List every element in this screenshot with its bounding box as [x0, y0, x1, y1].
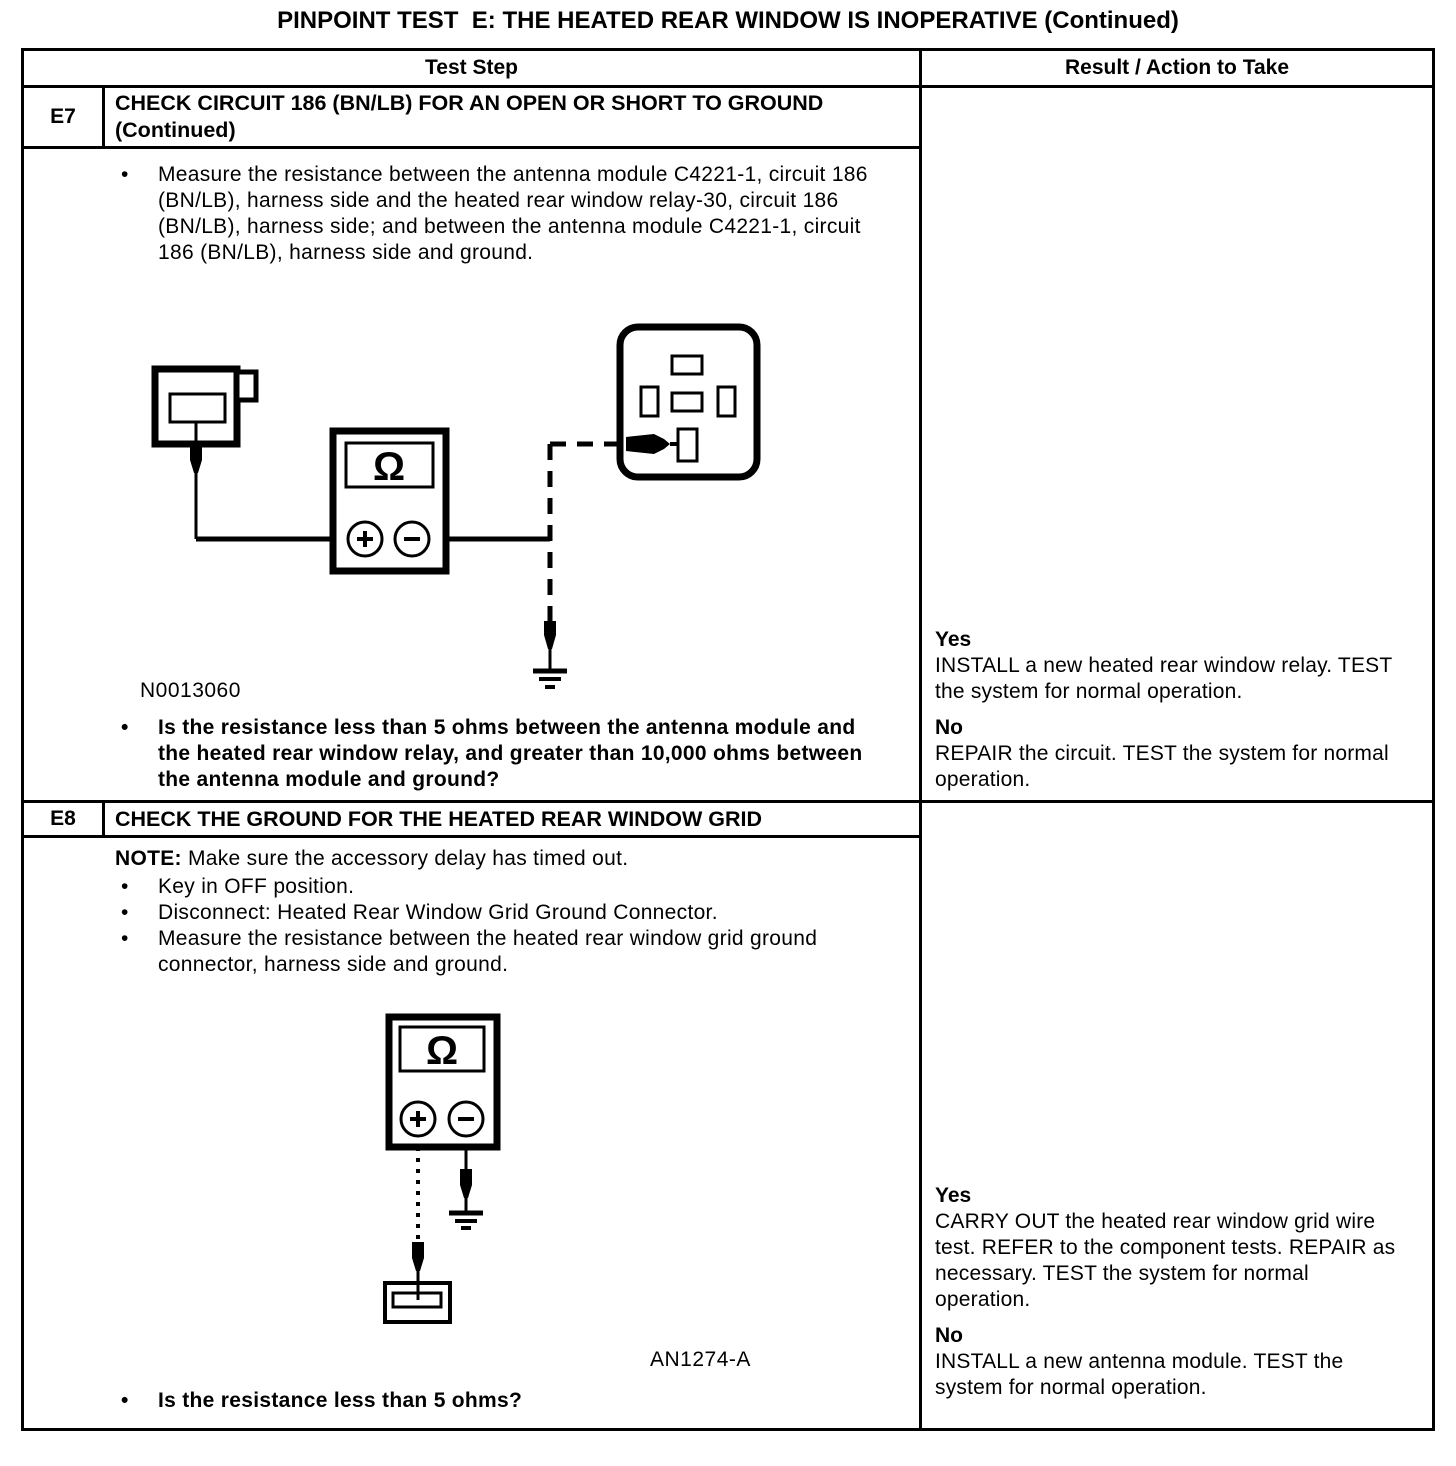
bullet-icon: • [121, 163, 129, 186]
jumper-wire-dashed [550, 444, 628, 621]
plus-terminal-icon [401, 1102, 435, 1136]
e7-figure-label: N0013060 [140, 679, 241, 702]
e7-test-step-cell [24, 88, 922, 800]
e7-result-no [935, 715, 1404, 793]
minus-terminal-icon [449, 1102, 483, 1136]
e8-question-bullet [121, 1388, 878, 1414]
e8-instruction-text: Disconnect: Heated Rear Window Grid Ground Connector. [158, 901, 718, 924]
e8-result-yes [935, 1183, 1404, 1313]
ground-icon [533, 671, 567, 687]
e8-result-yes-action: CARRY OUT the heated rear window grid wire test. REFER to the component tests. REPAIR as necessary. TEST the system for normal operation. [935, 1210, 1396, 1311]
e7-result-yes-action: INSTALL a new heated rear window relay. TEST the system for normal operation. [935, 654, 1393, 703]
e8-question-text: Is the resistance less than 5 ohms? [158, 1389, 523, 1412]
e8-figure-label: AN1274-A [650, 1348, 751, 1371]
antenna-module-connector-icon [155, 369, 256, 444]
e7-step-body [24, 149, 919, 800]
positive-test-lead [412, 1147, 424, 1300]
e7-step-id: E7 [24, 88, 105, 146]
probe-icon [544, 621, 556, 671]
e8-step-id: E8 [24, 803, 105, 835]
probe-icon [412, 1242, 424, 1271]
minus-terminal-icon [395, 522, 429, 556]
e7-step-heading [105, 88, 919, 146]
e7-result-yes-label: Yes [935, 628, 972, 651]
e7-result-yes [935, 627, 1404, 705]
e8-step-heading-text: CHECK THE GROUND FOR THE HEATED REAR WINDOW GRID [115, 806, 762, 831]
relay-connector-icon [620, 327, 757, 477]
e8-test-step-cell [24, 803, 922, 1428]
ground-icon [449, 1213, 483, 1228]
e7-question-bullet [121, 715, 878, 793]
table-header-row [24, 51, 1432, 88]
negative-test-lead [460, 1147, 472, 1213]
bullet-icon: • [121, 927, 129, 950]
e8-note-text: Make sure the accessory delay has timed out. [181, 847, 629, 870]
e8-step-body [24, 838, 919, 1428]
e7-heading-row [24, 88, 919, 149]
header-cell-result: Result / Action to Take [1064, 56, 1290, 79]
e8-result-yes-label: Yes [935, 1184, 972, 1207]
plus-terminal-icon [348, 522, 382, 556]
e8-result-cell [922, 803, 1432, 1428]
e8-instruction-bullet [121, 874, 878, 900]
e8-result-no-label: No [935, 1324, 963, 1347]
bullet-icon: • [121, 875, 129, 898]
e7-result-cell [922, 88, 1432, 800]
test-step-row-e8 [24, 803, 1432, 1428]
e8-instruction-bullet [121, 926, 878, 978]
e8-wiring-diagram [381, 1007, 526, 1337]
probe-icon [460, 1169, 472, 1198]
probe-icon [190, 444, 202, 539]
e8-result-no-action: INSTALL a new antenna module. TEST the system for normal operation. [935, 1350, 1344, 1399]
e7-question-text: Is the resistance less than 5 ohms between the antenna module and the heated rear window relay, and greater than 10,000 ohms between the antenna module and ground? [158, 716, 863, 791]
e8-instruction-list [121, 874, 878, 978]
test-step-row-e7 [24, 88, 1432, 803]
e7-instruction-text: Measure the resistance between the antenna module C4221-1, circuit 186 (BN/LB), harness side and the heated rear window relay-30, circuit 186 (BN/LB), harness side; and between the antenna module C4221-1, circuit 186 (BN/LB), harness side and ground. [158, 163, 868, 264]
e8-note-label: NOTE: [115, 847, 182, 870]
e8-instruction-text: Key in OFF position. [158, 875, 355, 898]
e8-instruction-text: Measure the resistance between the heated rear window grid ground connector, harness side and ground. [158, 927, 818, 976]
e7-wiring-diagram [128, 321, 776, 703]
bullet-icon: • [121, 716, 129, 739]
bullet-icon: • [121, 1389, 129, 1412]
e8-heading-row [24, 803, 919, 838]
ohmmeter-icon [333, 431, 446, 571]
header-cell-test-step: Test Step [24, 51, 922, 85]
e8-instruction-bullet [121, 900, 878, 926]
e8-note [115, 846, 628, 872]
ohmmeter-icon [389, 1017, 497, 1147]
e8-result-no [935, 1323, 1404, 1401]
pinpoint-test-table [21, 48, 1435, 1431]
bullet-icon: • [121, 901, 129, 924]
e7-result-no-action: REPAIR the circuit. TEST the system for normal operation. [935, 742, 1389, 791]
e8-step-heading [105, 803, 919, 835]
e7-step-heading-text: CHECK CIRCUIT 186 (BN/LB) FOR AN OPEN OR SHORT TO GROUND (Continued) [115, 91, 824, 142]
page-title: PINPOINT TEST E: THE HEATED REAR WINDOW IS INOPERATIVE (Continued) [277, 7, 1179, 34]
ohm-symbol: Ω [425, 1029, 459, 1073]
ohm-symbol: Ω [372, 445, 406, 489]
e7-instruction-bullet [121, 162, 878, 266]
e7-result-no-label: No [935, 716, 963, 739]
